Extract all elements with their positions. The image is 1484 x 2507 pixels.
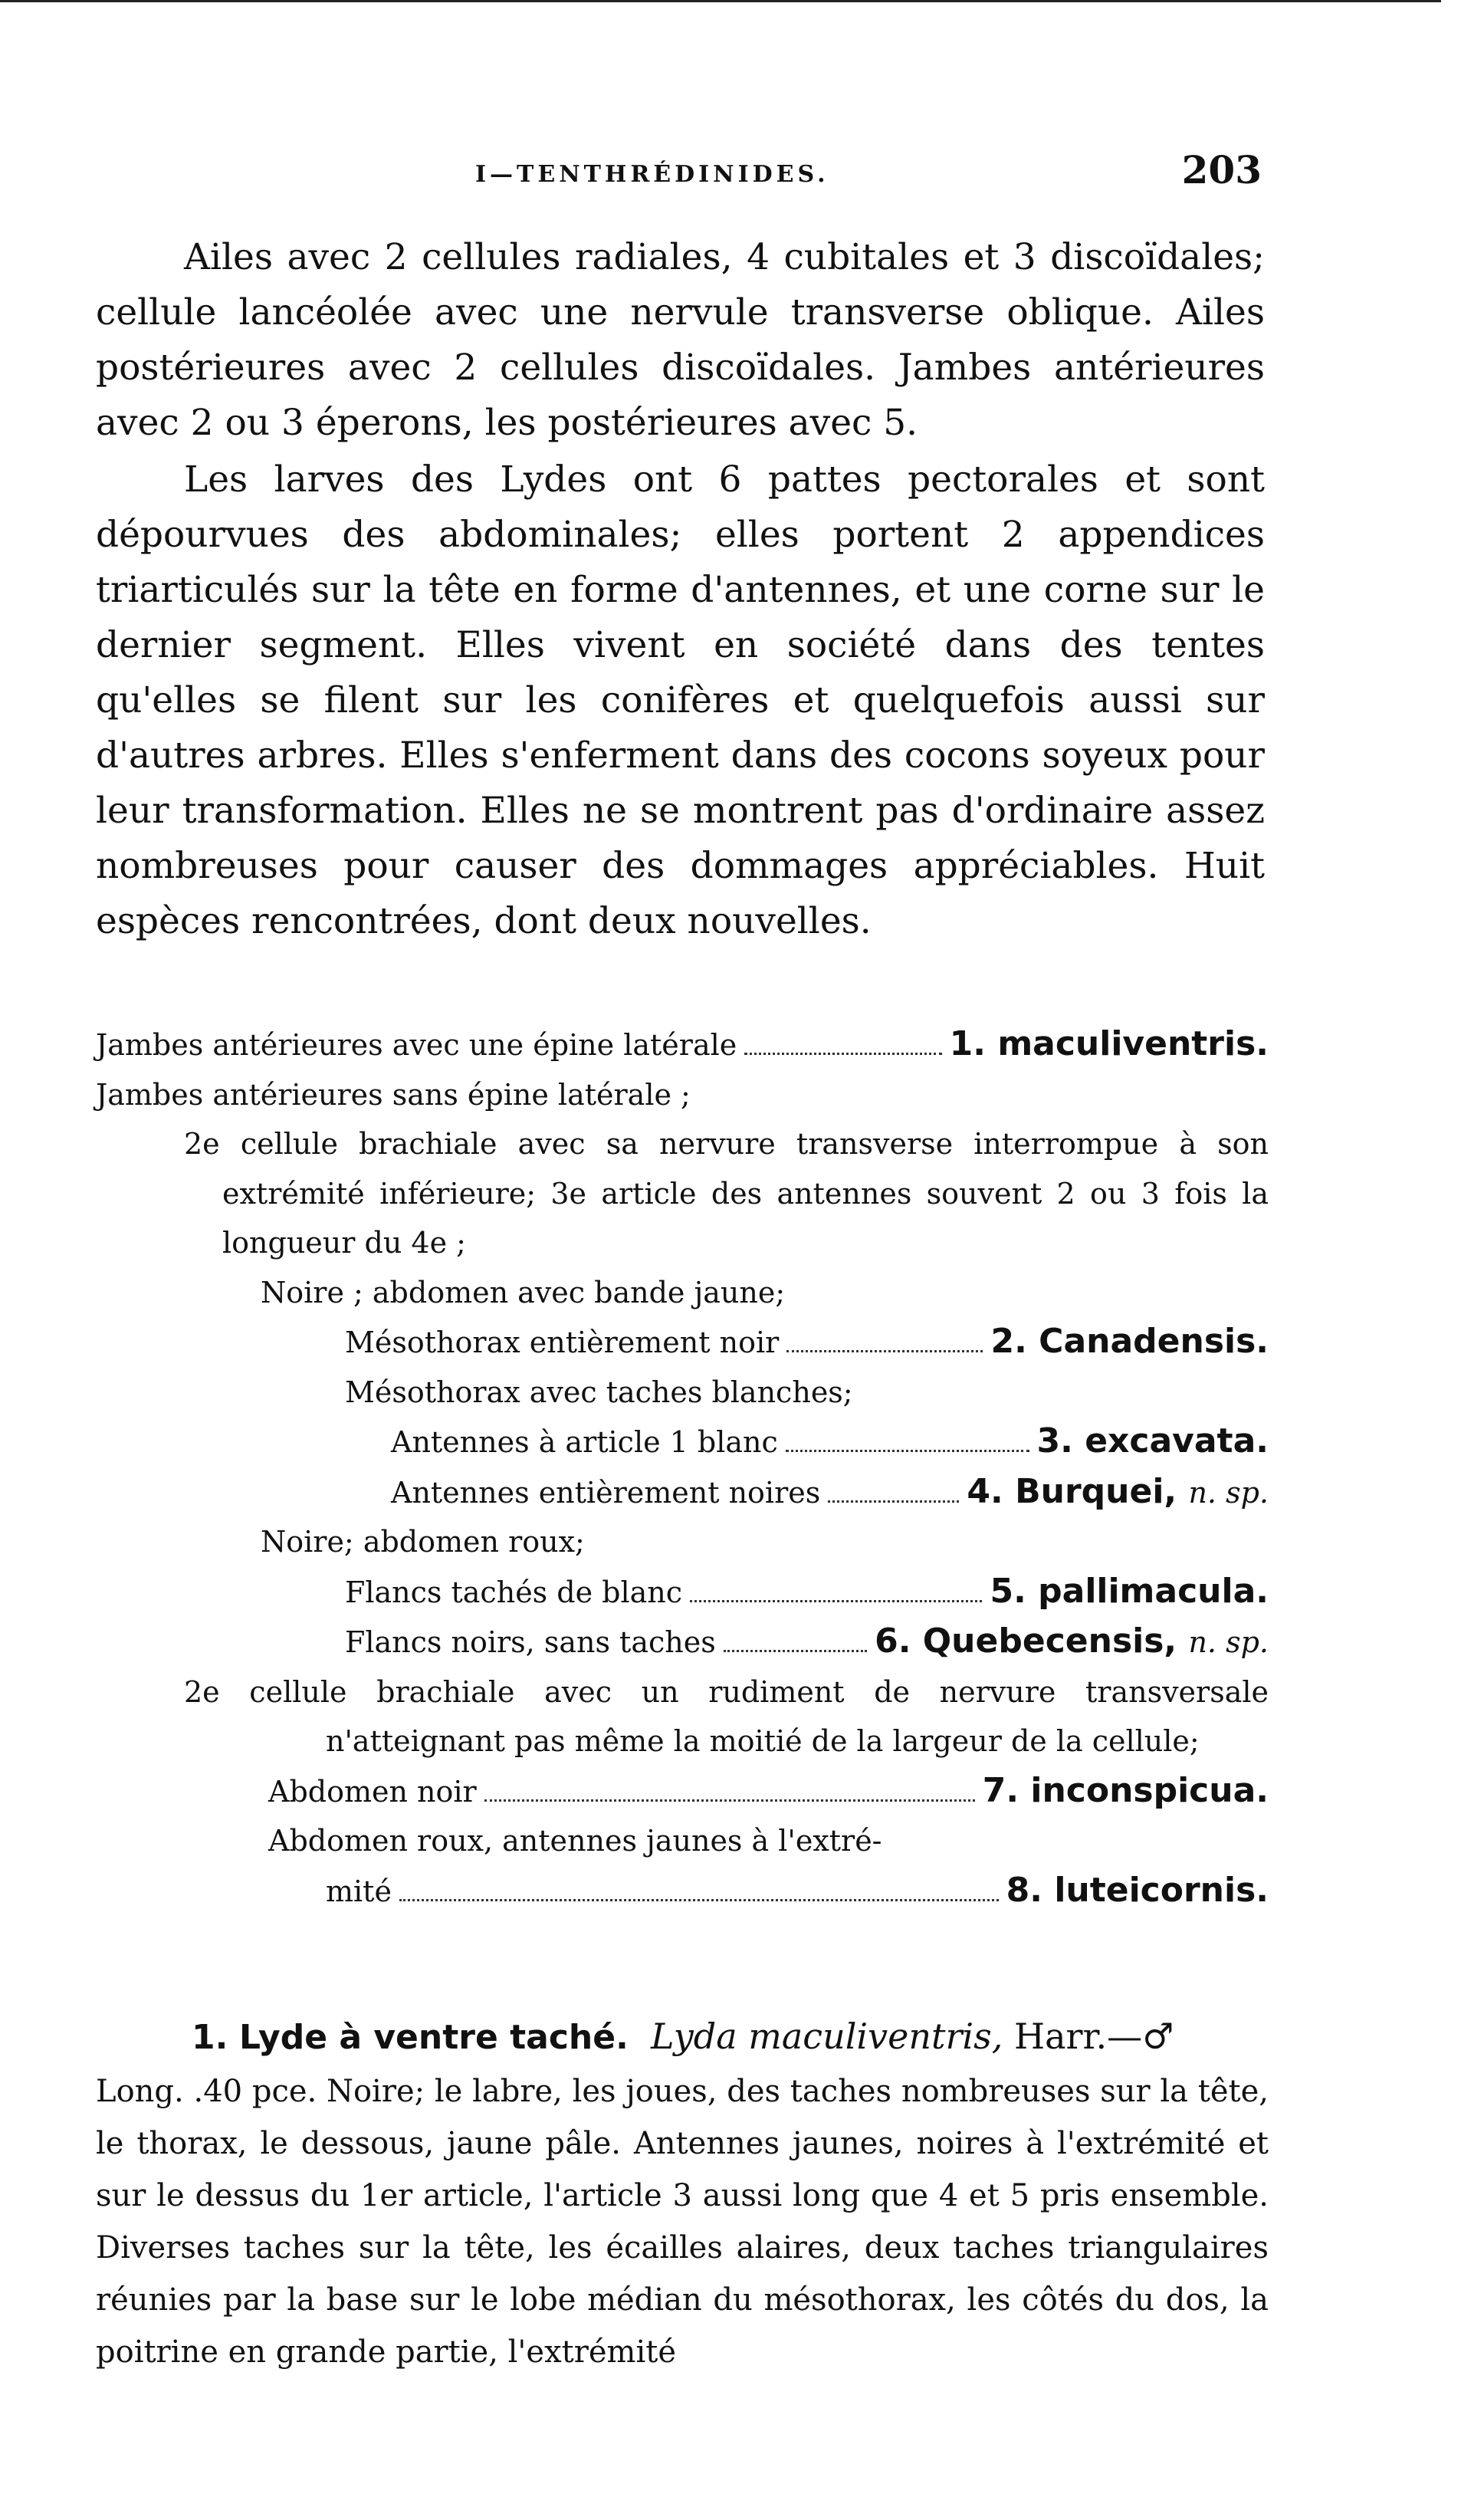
key-line — [96, 1417, 1269, 1467]
top-border-line — [0, 0, 1441, 2]
key-text: Mésothorax entièrement noir — [345, 1326, 780, 1359]
dot-leader — [484, 1799, 975, 1802]
key-entry — [950, 1020, 1269, 1070]
species-author: Harr.—♂ — [1014, 2016, 1174, 2057]
key-line: Mésothorax avec taches blanches; — [345, 1375, 853, 1409]
entry-name: Burquei, — [1015, 1471, 1177, 1511]
running-title: I—TENTHRÉDINIDES. — [475, 161, 829, 188]
key-text: Antennes à article 1 blanc — [391, 1425, 778, 1459]
dot-leader — [786, 1450, 1029, 1452]
paragraph-wings: Ailes avec 2 cellules radiales, 4 cubitales et 3 discoïdales; cellule lancéolée avec une nervule transverse oblique. Ailes postérieures avec 2 cellules discoïdales. Jambes antérieures avec 2 ou 3 éperons, les postérieures avec 5. — [96, 236, 1265, 444]
dot-leader — [724, 1650, 867, 1652]
key-text: Abdomen noir — [268, 1774, 477, 1809]
key-line — [96, 1020, 1269, 1070]
key-line: 2e cellule brachiale avec sa nervure transverse interrompue à son extrémité inférieure; 3e article des antennes souvent 2 ou 3 fois la longueur du 4e ; — [184, 1127, 1269, 1260]
dot-leader — [399, 1899, 999, 1901]
key-line: Abdomen roux, antennes jaunes à l'extré- — [268, 1824, 882, 1858]
species-heading — [96, 2009, 1269, 2065]
key-line — [96, 1467, 1269, 1518]
key-entry — [1037, 1417, 1269, 1467]
key-text: Flancs noirs, sans taches — [345, 1625, 716, 1659]
species-number: 1. — [192, 2018, 228, 2057]
entry-name: maculiventris. — [997, 1024, 1269, 1063]
key-line: Noire ; abdomen avec bande jaune; — [261, 1275, 786, 1309]
key-line — [96, 1567, 1269, 1618]
species-description — [96, 2009, 1269, 2378]
key-line: Jambes antérieures sans épine latérale ; — [96, 1077, 691, 1112]
entry-name: excavata. — [1085, 1421, 1269, 1460]
key-text: mité — [326, 1874, 392, 1908]
species-key — [96, 1020, 1269, 1916]
key-text: Antennes entièrement noires — [391, 1475, 821, 1510]
key-line — [96, 1766, 1269, 1817]
page-number: 203 — [1181, 147, 1262, 192]
entry-name: Quebecensis, — [922, 1622, 1177, 1661]
entry-name: inconspicua. — [1030, 1770, 1269, 1810]
key-line — [96, 1866, 1269, 1917]
key-text: Flancs tachés de blanc — [345, 1575, 683, 1609]
key-entry — [1006, 1866, 1269, 1916]
dot-leader — [828, 1500, 959, 1503]
species-latin-name: Lyda maculiventris, — [651, 2016, 1003, 2057]
key-line — [96, 1617, 1269, 1668]
entry-name: Canadensis. — [1039, 1322, 1269, 1361]
entry-number: 7. — [982, 1770, 1019, 1810]
entry-name: luteicornis. — [1054, 1870, 1269, 1910]
key-entry — [967, 1467, 1269, 1518]
entry-number: 5. — [990, 1571, 1026, 1611]
entry-number: 3. — [1036, 1421, 1073, 1460]
dot-leader — [744, 1053, 941, 1055]
key-line: 2e cellule brachiale avec un rudiment de nervure transversale n'atteignant pas même la moitié de la largeur de la cellule; — [184, 1674, 1269, 1758]
dot-leader — [786, 1350, 983, 1352]
species-common-name: Lyde à ventre taché. — [238, 2018, 629, 2057]
entry-number: 8. — [1006, 1870, 1042, 1910]
entry-number: 6. — [875, 1622, 911, 1661]
entry-number: 1. — [949, 1024, 986, 1063]
entry-number: 4. — [967, 1471, 1003, 1511]
entry-name: pallimacula. — [1038, 1571, 1269, 1611]
key-entry — [990, 1567, 1269, 1617]
entry-number: 2. — [990, 1322, 1027, 1361]
paragraph-larvae: Les larves des Lydes ont 6 pattes pectorales et sont dépourvues des abdominales; elles portent 2 appendices triarticulés sur la tête en forme d'antennes, et une corne sur le dernier segment. Elles vivent en société dans des tentes qu'elles se filent sur les conifères et quelquefois aussi sur d'autres arbres. Elles s'enferment dans des cocons soyeux pour leur transformation. Elles ne se montrent pas d'ordinaire assez nombreuses pour causer des dommages appréciables. Huit espèces rencontrées, dont deux nouvelles. — [96, 458, 1265, 942]
key-line — [96, 1317, 1269, 1368]
key-entry — [983, 1766, 1269, 1816]
entry-suffix: n. sp. — [1188, 1625, 1269, 1659]
key-entry — [875, 1617, 1269, 1668]
key-entry — [990, 1317, 1269, 1367]
dot-leader — [690, 1600, 982, 1602]
key-text: Jambes antérieures avec une épine latérale — [96, 1028, 737, 1062]
species-description-text: Long. .40 pce. Noire; le labre, les joues, des taches nombreuses sur la tête, le thorax, le dessous, jaune pâle. Antennes jaunes, noires à l'extrémité et sur le dessus du 1er article, l'article 3 aussi long que 4 et 5 pris ensemble. Diverses taches sur la tête, les écailles alaires, deux taches triangulaires réunies par la base sur le lobe médian du mésothorax, les côtés du dos, la poitrine en grande partie, l'extrémité — [96, 2074, 1269, 2370]
entry-suffix: n. sp. — [1188, 1475, 1269, 1510]
key-line: Noire; abdomen roux; — [261, 1525, 585, 1559]
